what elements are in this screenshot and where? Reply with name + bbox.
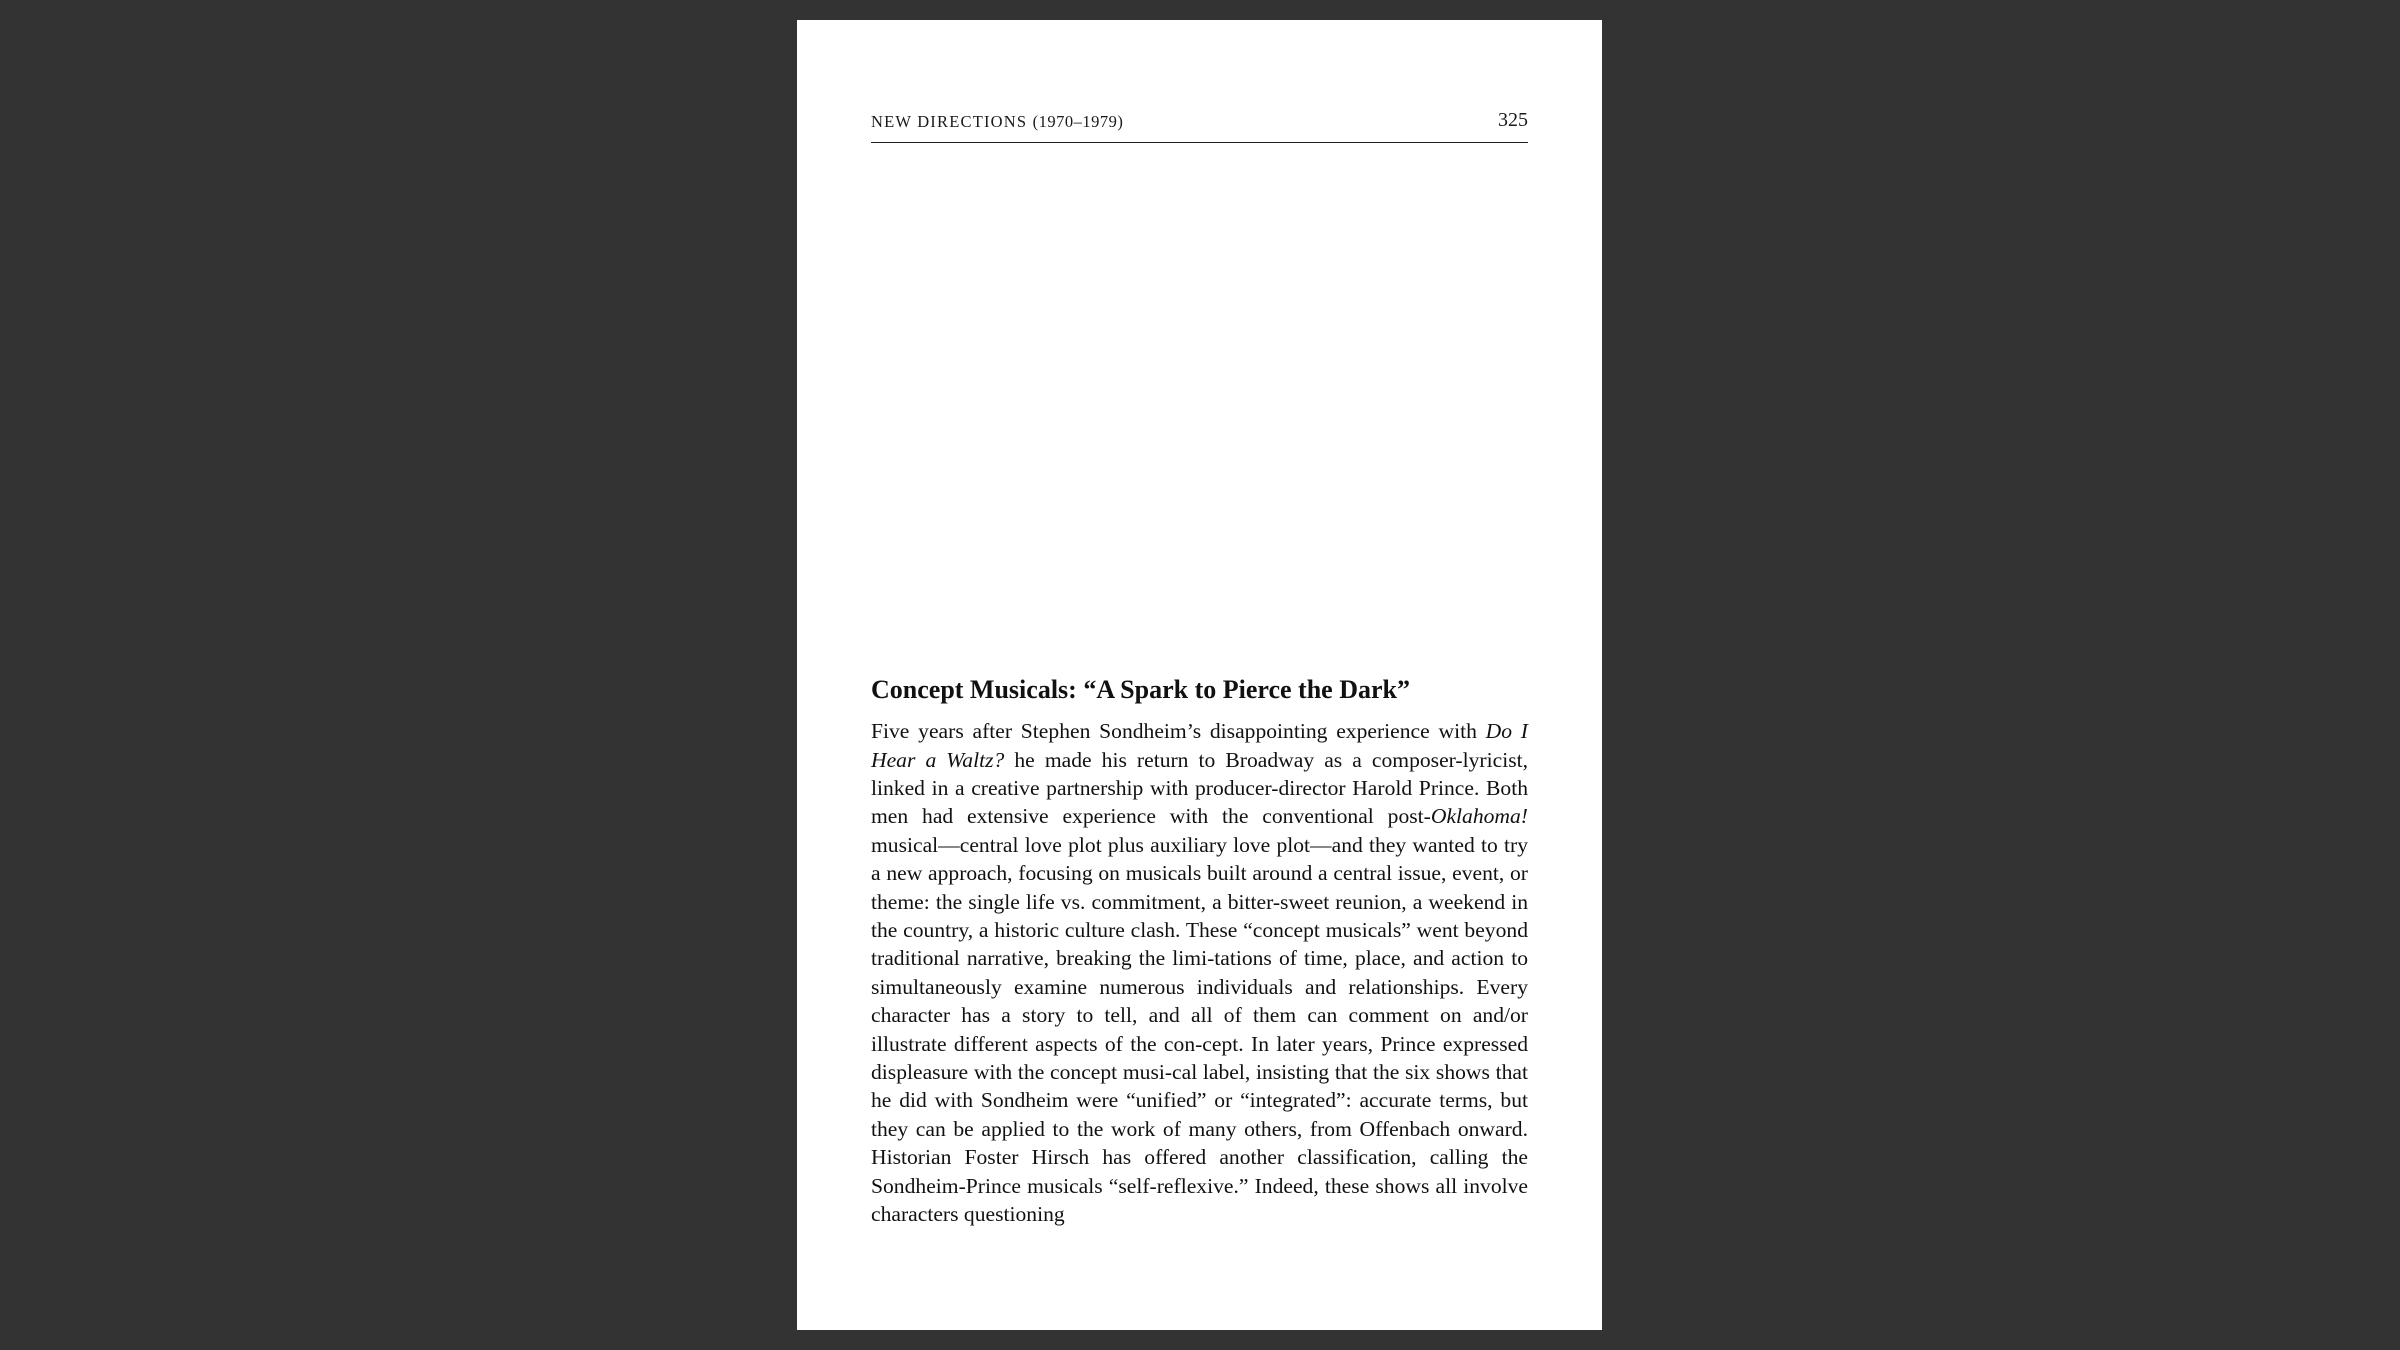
section-heading: Concept Musicals: “A Spark to Pierce the Dark” [871, 675, 1410, 704]
paragraph-text-1: Five years after Stephen Sondheim’s disappointing experience with [871, 719, 1486, 744]
show-title-do-i-hear-a-waltz: Do I Hear a Waltz? [871, 719, 1528, 772]
paragraph-text-3: musical—central love plot plus auxiliary love plot—and they wanted to try a new approach, focusing on musicals built around a central issue, event, or theme: the single life vs. commitment, a bitter-sweet reunion, a weekend in the country, a historic culture clash. These “concept musicals” went beyond traditional narrative, breaking the limi-tations of time, place, and action to simultaneously examine numerous individuals and relationships. Every character has a story to tell, and all of them can comment on and/or illustrate different aspects of the con-cept. In later years, Prince expressed displeasure with the concept musi-cal label, insisting that the six shows that he did with Sondheim were “unified” or “integrated”: accurate terms, but they can be applied to the work of many others, from Offenbach onward. Historian Foster Hirsch has offered another classification, calling the Sondheim-Prince musicals “self-reflexive.” Indeed, these shows all involve characters questioning [871, 832, 1528, 1227]
running-head-section-title: NEW DIRECTIONS [871, 112, 1028, 131]
running-head-section [871, 108, 1123, 132]
paragraph-text-2: he made his return to Broadway as a composer-lyricist, linked in a creative partnership with producer-director Harold Prince. Both men had extensive experience with the conventional post- [871, 747, 1528, 829]
book-page [797, 20, 1602, 1330]
page-content [871, 674, 1528, 1229]
running-head [871, 108, 1528, 143]
show-title-oklahoma: Oklahoma! [1430, 804, 1528, 829]
body-paragraph [871, 717, 1528, 1228]
page-number: 325 [1498, 109, 1528, 131]
running-head-years: (1970–1979) [1032, 112, 1124, 131]
